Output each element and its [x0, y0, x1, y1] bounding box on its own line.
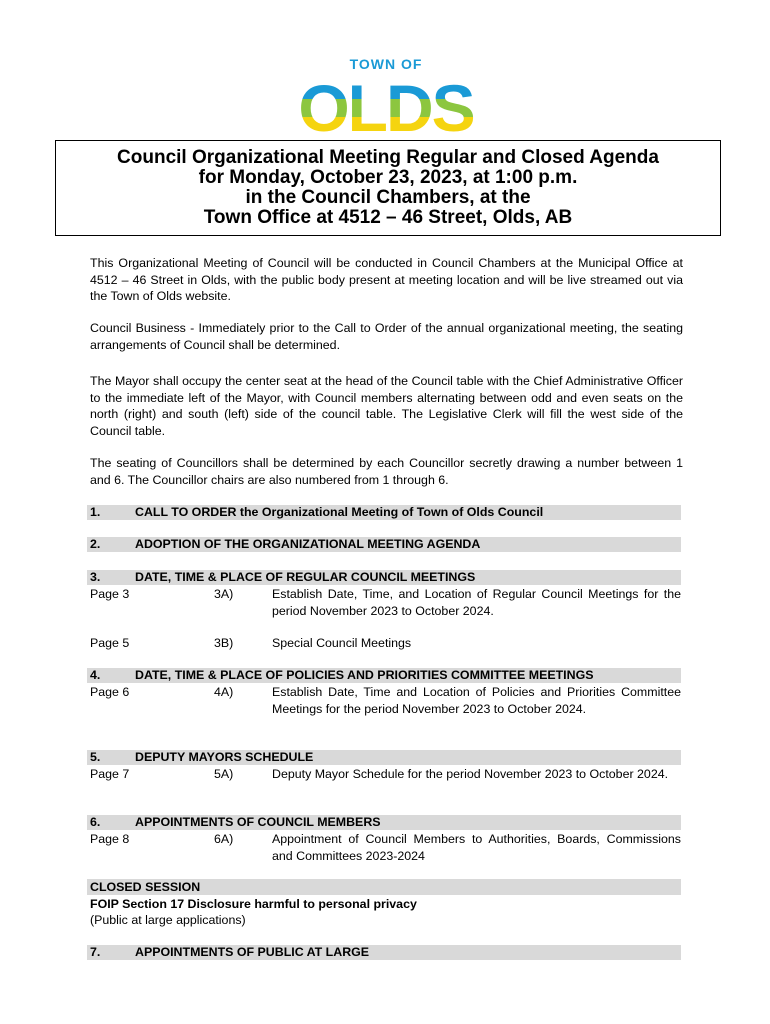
section-6-header: [87, 815, 681, 830]
item-code-3b: 3B): [214, 636, 234, 650]
section-number: 1.: [90, 505, 101, 519]
item-desc-6a: Appointment of Council Members to Authorities, Boards, Commissions and Committees 2023-2024: [272, 832, 681, 863]
page-ref-3a: Page 3: [90, 587, 130, 601]
section-number: 6.: [90, 815, 101, 829]
section-5-header: [87, 750, 681, 765]
closed-session-title: CLOSED SESSION: [90, 880, 201, 894]
page-ref-3b: Page 5: [90, 636, 130, 650]
section-number: 2.: [90, 537, 101, 551]
intro-paragraph-3: The Mayor shall occupy the center seat at the head of the Council table with the Chief Administrative Officer to the immediate left of the Mayor, with Council members alternating between odd and even seats on the north (right) and south (left) side of the council table. The Legislative Clerk will fill the west side of the Council table.: [90, 374, 683, 438]
item-desc-3b: Special Council Meetings: [272, 636, 412, 650]
title-line-1: Council Organizational Meeting Regular and Closed Agenda: [117, 147, 659, 168]
logo-top-text: TOWN OF: [349, 56, 423, 72]
section-3-header: [87, 570, 681, 585]
section-title: APPOINTMENTS OF COUNCIL MEMBERS: [135, 815, 381, 829]
item-desc-5a: Deputy Mayor Schedule for the period November 2023 to October 2024.: [272, 767, 669, 781]
section-1-header: [87, 505, 681, 520]
section-title: DATE, TIME & PLACE OF REGULAR COUNCIL MEETINGS: [135, 570, 476, 584]
title-line-3: in the Council Chambers, at the: [245, 187, 531, 208]
agenda-title-box: [55, 140, 721, 236]
page-ref-4a: Page 6: [90, 685, 130, 699]
intro-paragraph-4: The seating of Councillors shall be determined by each Councillor secretly drawing a number between 1 and 6. The Councillor chairs are also numbered from 1 through 6.: [90, 456, 683, 487]
section-number: 3.: [90, 570, 101, 584]
section-4-header: [87, 668, 681, 683]
town-of-olds-logo: [288, 54, 484, 134]
page-ref-6a: Page 8: [90, 832, 130, 846]
section-title: DEPUTY MAYORS SCHEDULE: [135, 750, 314, 764]
item-code-6a: 6A): [214, 832, 234, 846]
item-desc-4a: Establish Date, Time and Location of Policies and Priorities Committee Meetings for the period November 2023 to October 2024.: [272, 685, 681, 716]
intro-paragraph-1: This Organizational Meeting of Council will be conducted in Council Chambers at the Municipal Office at 4512 – 46 Street in Olds, with the public body present at meeting location and will be live streamed out via the Town of Olds website.: [90, 256, 683, 303]
section-number: 7.: [90, 945, 101, 959]
item-code-4a: 4A): [214, 685, 234, 699]
section-title: CALL TO ORDER the Organizational Meeting of Town of Olds Council: [135, 505, 544, 519]
closed-session-header: [87, 879, 681, 895]
title-line-2: for Monday, October 23, 2023, at 1:00 p.m.: [198, 167, 578, 188]
page-ref-5a: Page 7: [90, 767, 130, 781]
section-title: ADOPTION OF THE ORGANIZATIONAL MEETING AGENDA: [135, 537, 481, 551]
section-title: APPOINTMENTS OF PUBLIC AT LARGE: [135, 945, 370, 959]
foip-section: FOIP Section 17 Disclosure harmful to personal privacy: [90, 897, 417, 911]
section-title: DATE, TIME & PLACE OF POLICIES AND PRIORITIES COMMITTEE MEETINGS: [135, 668, 594, 682]
item-code-5a: 5A): [214, 767, 234, 781]
intro-paragraph-2: Council Business - Immediately prior to the Call to Order of the annual organizational meeting, the seating arrangements of Council shall be determined.: [90, 321, 683, 352]
title-line-4: Town Office at 4512 – 46 Street, Olds, AB: [203, 207, 573, 228]
logo-main-text: OLDS: [298, 71, 474, 134]
section-7-header: [87, 945, 681, 960]
section-2-header: [87, 537, 681, 552]
section-number: 5.: [90, 750, 101, 764]
item-code-3a: 3A): [214, 587, 234, 601]
item-desc-3a: Establish Date, Time, and Location of Regular Council Meetings for the period November 2023 to October 2024.: [272, 587, 681, 618]
closed-session-note: (Public at large applications): [90, 913, 246, 927]
section-number: 4.: [90, 668, 101, 682]
